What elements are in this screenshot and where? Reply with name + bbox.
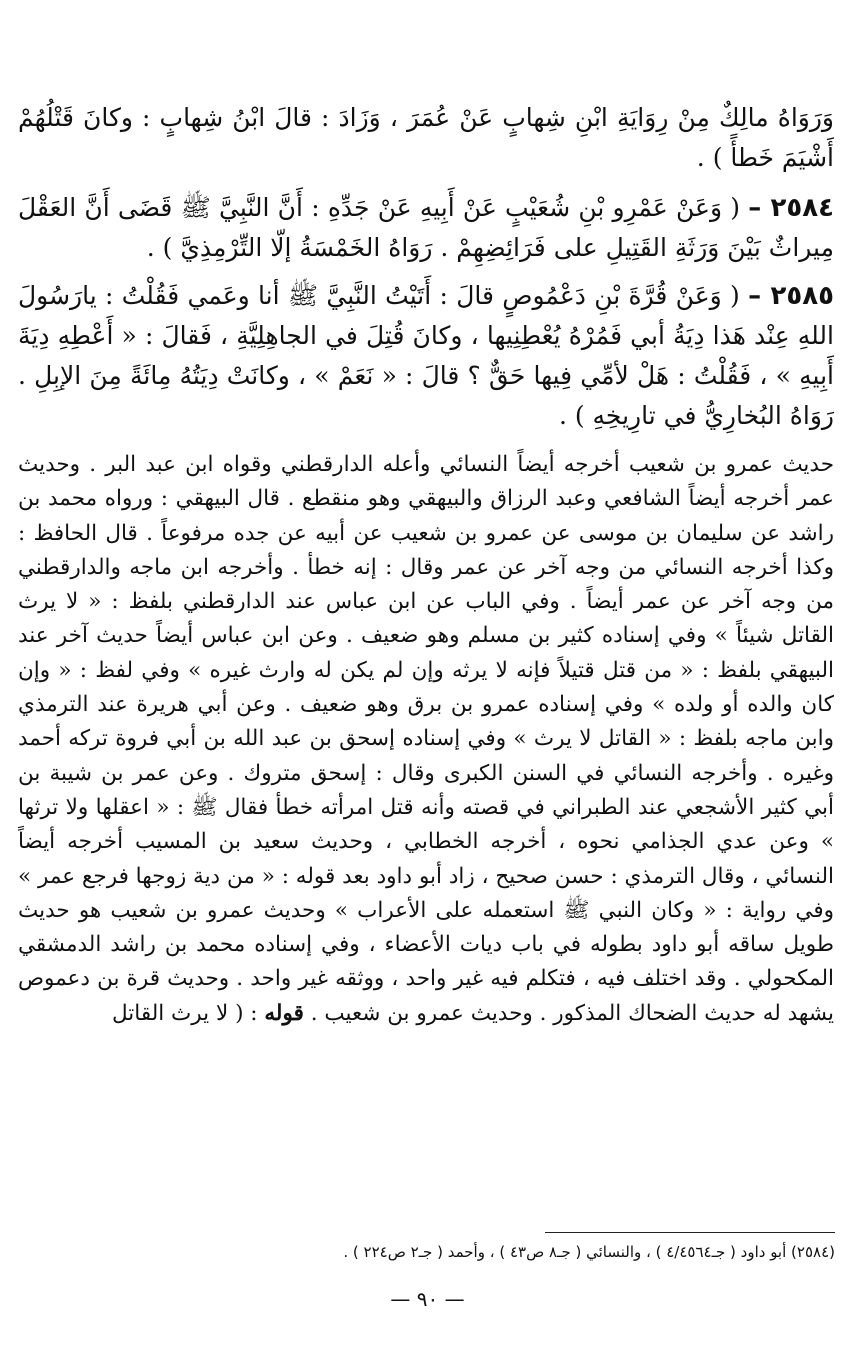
- hadith-2584: [18, 188, 834, 268]
- commentary-bold-word: قوله: [264, 1000, 304, 1026]
- hadith-section: [18, 98, 834, 436]
- hadith-continuation: [18, 98, 834, 178]
- hadith-text: ( وَعَنْ قُرَّةَ بْنِ دَعْمُوصٍ قالَ : أَتَيْتُ النَّبِيَّ ﷺ أنا وعَمي فَقُلْتُ : يارَسُولَ اللهِ عِنْد هَذا دِيَةُ أبي فَمُرْهُ يُعْطِنِيها ، وكانَ قُتِلَ في الجاهِلِيَّةِ ، فَقالَ : « أَعْطِهِ دِيَةَ أَبِيهِ » ، فَقُلْتُ : هَلْ لأمِّي فِيها حَقٌّ ؟ قالَ : « نَعَمْ » ، وكانَتْ دِيَتُهُ مِائَةً مِنَ الإبِلِ . رَوَاهُ البُخارِيُّ في تارِيخِهِ ) .: [18, 281, 834, 430]
- commentary: [18, 448, 834, 1031]
- hadith-2585: [18, 276, 834, 436]
- page-body: [18, 98, 834, 1031]
- footnote: (٢٥٨٤) أبو داود ( جـ٤/٤٥٦٤ ) ، والنسائي ( جـ٨ ص٤٣ ) ، وأحمد ( جـ٢ ص٢٢٤ ) .: [343, 1243, 835, 1261]
- hadith-number: ٢٥٨٥ –: [748, 281, 834, 311]
- hadith-number: ٢٥٨٤ –: [748, 193, 834, 223]
- footnote-divider: [545, 1232, 835, 1233]
- hadith-text: ( وَعَنْ عَمْرِو بْنِ شُعَيْبٍ عَنْ أَبِيهِ عَنْ جَدِّهِ : أَنَّ النَّبِيَّ ﷺ قَضَى أَنَّ العَقْلَ مِيراثٌ بَيْنَ وَرَثَةِ القَتِيلِ على فَرَائِضِهِمْ . رَوَاهُ الخَمْسَةُ إلّا التِّرْمِذِيَّ ) .: [18, 193, 834, 262]
- commentary-tail: : ( لا يرث القاتل: [112, 1000, 258, 1026]
- hadith-text: وَرَوَاهُ مالِكٌ مِنْ رِوَايَةِ ابْنِ شِهابٍ عَنْ عُمَرَ ، وَزَادَ : قالَ ابْنُ شِهابٍ : وكانَ قَتْلُهُمْ أَشْيَمَ خَطأً ) .: [18, 103, 834, 172]
- commentary-body: حديث عمرو بن شعيب أخرجه أيضاً النسائي وأعله الدارقطني وقواه ابن عبد البر . وحديث عمر أخرجه أيضاً الشافعي وعبد الرزاق والبيهقي وهو منقطع . قال البيهقي : ورواه محمد بن راشد عن سليمان بن موسى عن عمرو بن شعيب عن أبيه عن جده مرفوعاً . قال الحافظ : وكذا أخرجه النسائي من وجه آخر عن عمر وقال : إنه خطأ . وأخرجه ابن ماجه والدارقطني من وجه آخر عن عمر أيضاً . وفي الباب عن ابن عباس عند الدارقطني بلفظ : « لا يرث القاتل شيئاً » وفي إسناده كثير بن مسلم وهو ضعيف . وعن ابن عباس أيضاً حديث آخر عند البيهقي بلفظ : « من قتل قتيلاً فإنه لا يرثه وإن لم يكن له وارث غيره » وفي لفظ : « وإن كان والده أو ولده » وفي إسناده عمرو بن برق وهو ضعيف . وعن أبي هريرة عند الترمذي وابن ماجه بلفظ : « القاتل لا يرث » وفي إسناده إسحق بن عبد الله بن أبي فروة تركه أحمد وغيره . وأخرجه النسائي في السنن الكبرى وقال : إسحق متروك . وعن عمر بن شيبة بن أبي كثير الأشجعي عند الطبراني في قصته وأنه قتل امرأته خطأ فقال ﷺ : « اعقلها ولا ترثها » وعن عدي الجذامي نحوه ، أخرجه الخطابي ، وحديث سعيد بن المسيب أخرجه أيضاً النسائي ، وقال الترمذي : حسن صحيح ، زاد أبو داود بعد قوله : « من دية زوجها فرجع عمر » وفي رواية : « وكان النبي ﷺ استعمله على الأعراب » وحديث عمرو بن شعيب هو حديث طويل ساقه أبو داود بطوله في باب ديات الأعضاء ، وفي إسناده محمد بن راشد الدمشقي المكحولي . وقد اختلف فيه ، فتكلم فيه غير واحد ، ووثقه غير واحد . وحديث قرة بن دعموص يشهد له حديث الضحاك المذكور . وحديث عمرو بن شعيب .: [18, 452, 834, 1026]
- page-number: — ٩٠ —: [390, 1287, 465, 1311]
